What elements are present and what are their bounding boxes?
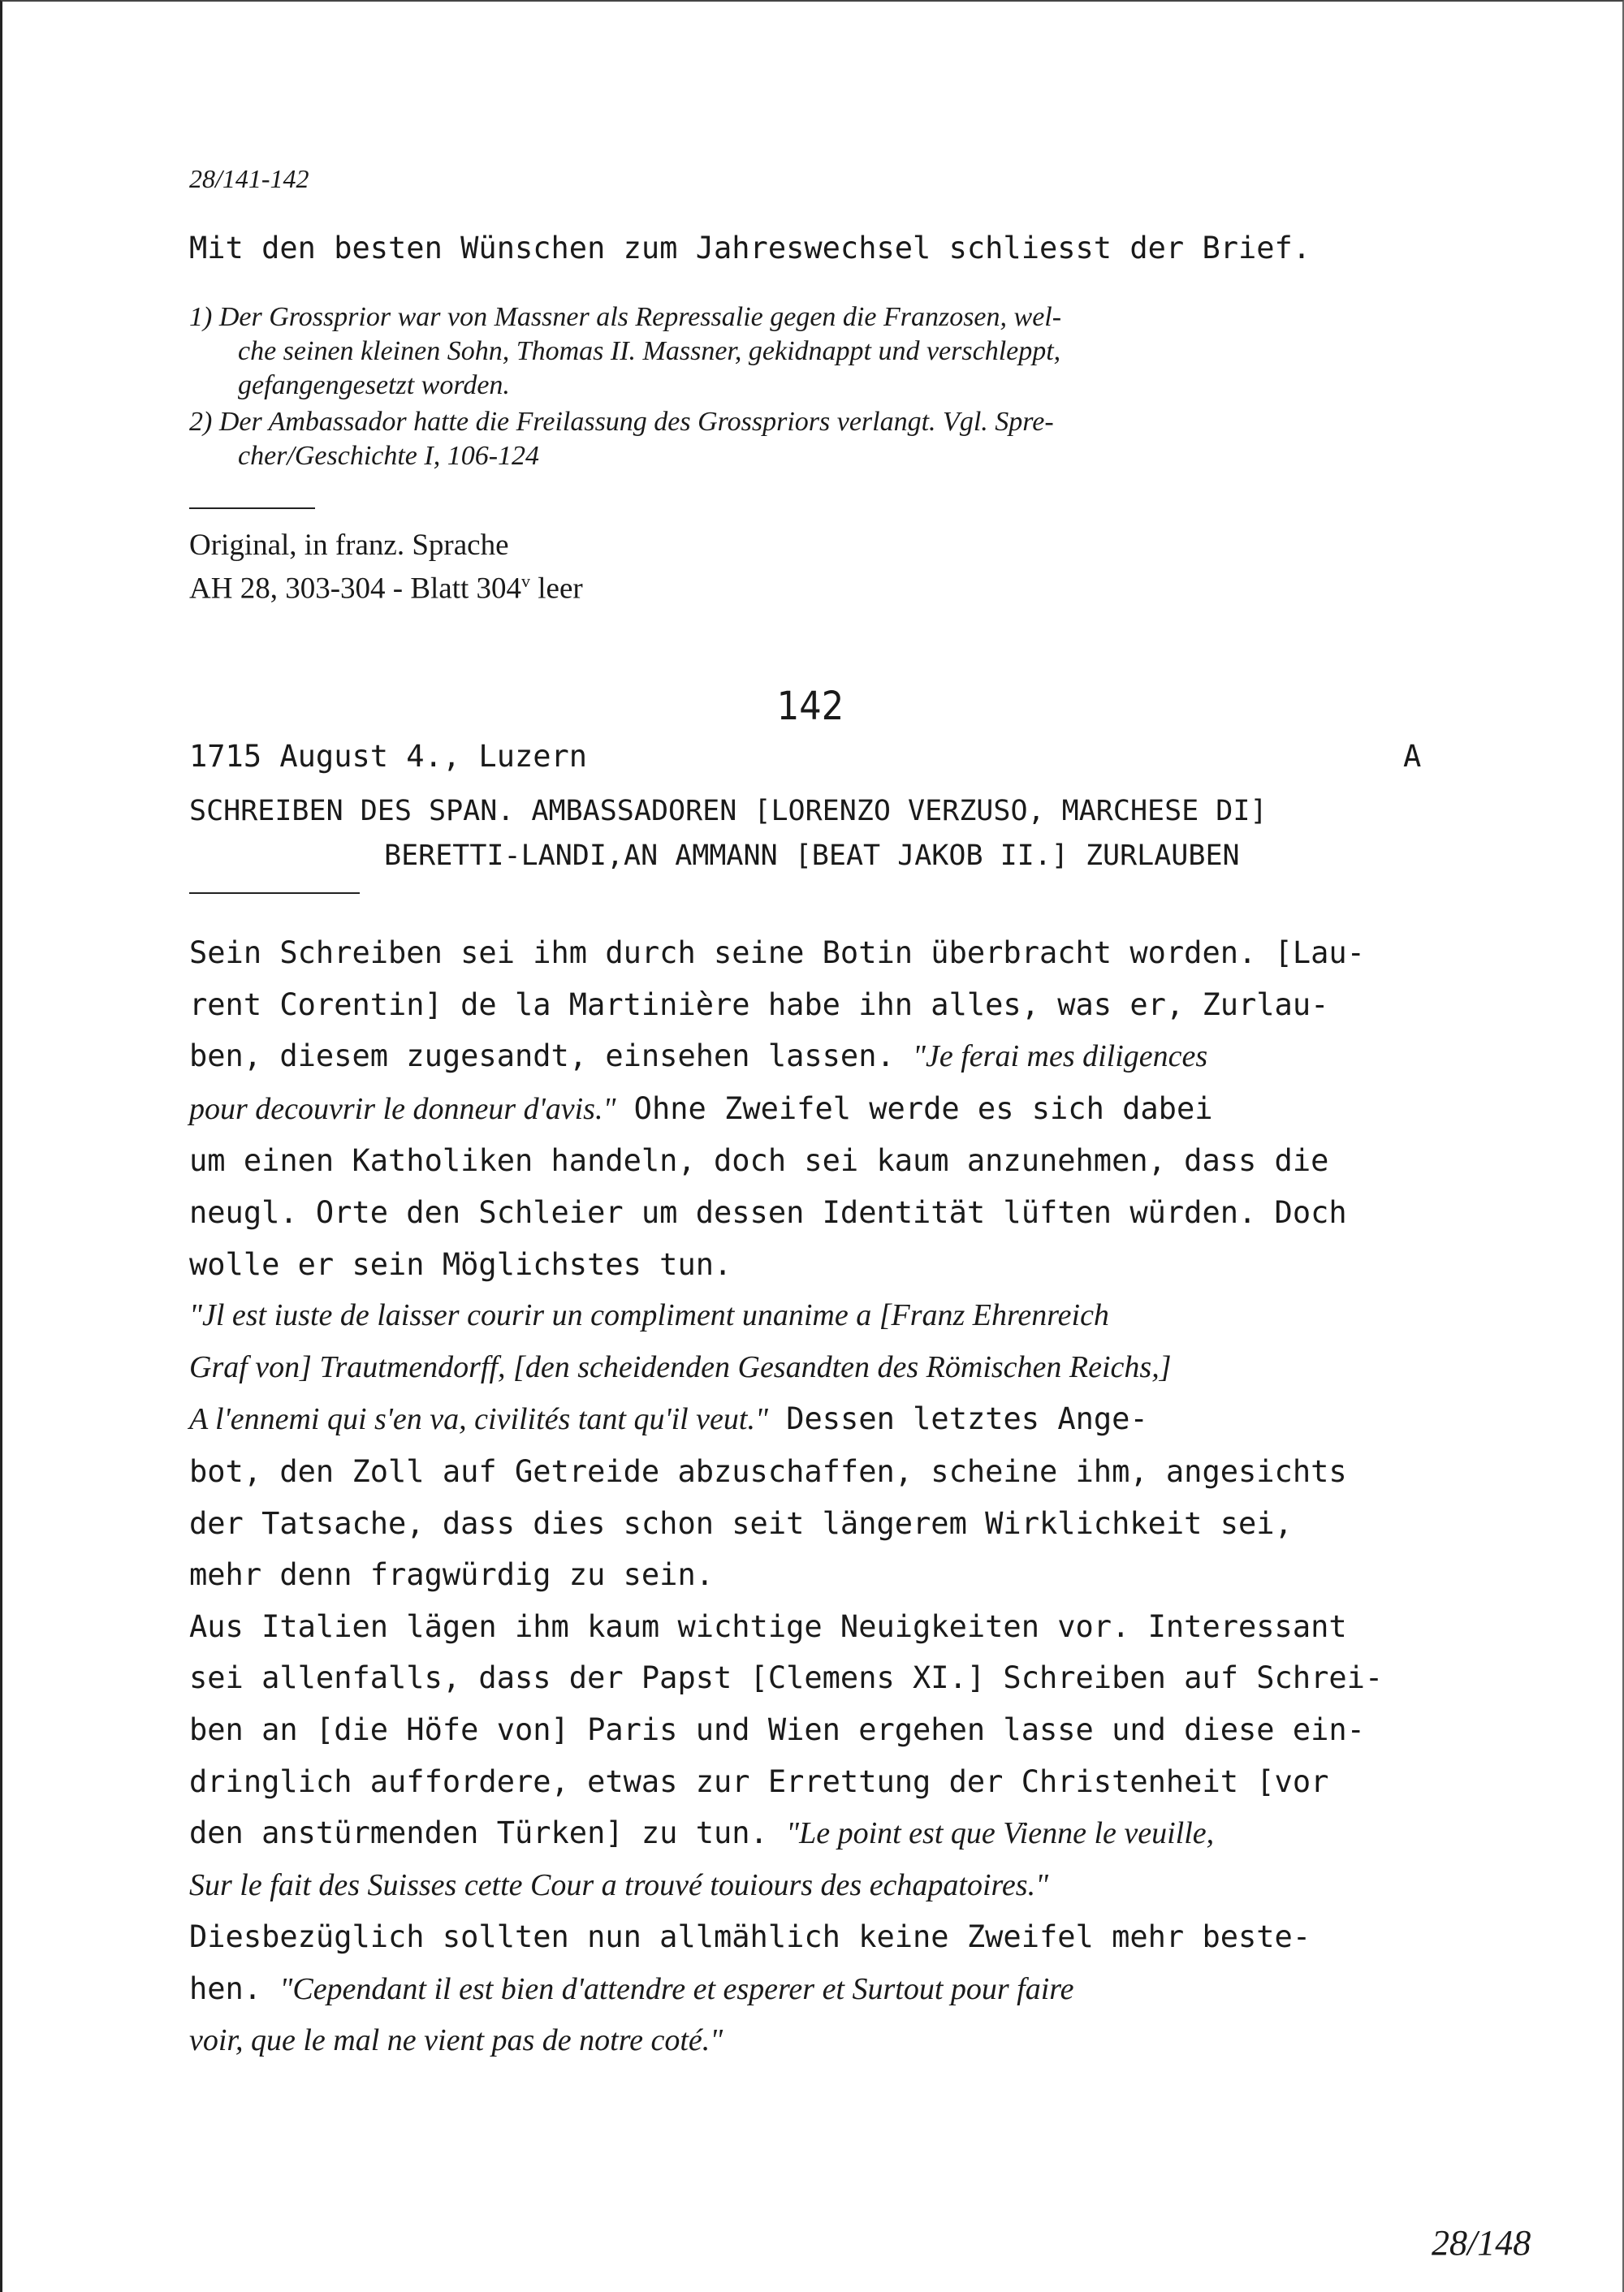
intro-sentence: Mit den besten Wünschen zum Jahreswechsel schliesst der Brief. — [189, 231, 1311, 265]
source-archive: AH 28, 303-304 - Blatt 304 — [189, 572, 522, 606]
body-line: ben an [die Höfe von] Paris und Wien ergehen lasse und diese ein- — [189, 1711, 1365, 1747]
source-verso-mark: v — [521, 571, 531, 591]
body-line: mehr denn fragwürdig zu sein. — [189, 1557, 715, 1593]
document-number: 142 — [776, 684, 844, 729]
document-title — [189, 789, 1268, 878]
date-place: 1715 August 4., Luzern — [189, 739, 588, 774]
title-divider — [189, 892, 360, 894]
source-line-2 — [189, 563, 583, 606]
body-line — [189, 1030, 1383, 1083]
french-quote-line: "Jl est iuste de laisser courir un compliment unanime a [Franz Ehrenreich — [189, 1298, 1109, 1333]
source-blank-note: leer — [530, 572, 583, 606]
french-quote: "Je ferai mes diligences — [913, 1039, 1208, 1074]
source-note — [189, 528, 583, 606]
handwritten-page-number: 28/148 — [1432, 2223, 1531, 2263]
french-quote-line: Sur le fait des Suisses cette Cour a trouvé touiours des echapatoires." — [189, 1867, 1049, 1902]
body-text: den anstürmenden Türken] zu tun. — [189, 1815, 787, 1851]
footnote-2 — [189, 405, 1054, 473]
body-line: der Tatsache, dass dies schon seit längerem Wirklichkeit sei, — [189, 1505, 1293, 1541]
footnote-1-line-1: 1) Der Grossprior war von Massner als Repressalie gegen die Franzosen, wel- — [189, 302, 1062, 332]
footnote-1-line-2: che seinen kleinen Sohn, Thomas II. Massner, gekidnappt und verschleppt, — [238, 336, 1061, 366]
source-line-1: Original, in franz. Sprache — [189, 529, 509, 562]
body-text: ben, diesem zugesandt, einsehen lassen. — [189, 1038, 914, 1074]
french-quote: "Le point est que Vienne le veuille, — [786, 1816, 1215, 1851]
body-line: rent Corentin] de la Martinière habe ihn alles, was er, Zurlau- — [189, 986, 1329, 1022]
body-line: wolle er sein Möglichstes tun. — [189, 1246, 732, 1282]
body-line: neugl. Orte den Schleier um dessen Identität lüften würden. Doch — [189, 1194, 1347, 1230]
letter-summary — [189, 927, 1383, 2067]
body-line: Sein Schreiben sei ihm durch seine Botin überbracht worden. [Lau- — [189, 935, 1365, 970]
body-line — [189, 1083, 1383, 1136]
french-quote: A l'ennemi qui s'en va, civilités tant qu'il veut." — [189, 1402, 768, 1437]
body-line: Diesbezüglich sollten nun allmählich keine Zweifel mehr beste- — [189, 1919, 1311, 1955]
french-quote-line: voir, que le mal ne vient pas de notre coté." — [189, 2023, 723, 2058]
body-line: Aus Italien lägen ihm kaum wichtige Neuigkeiten vor. Interessant — [189, 1608, 1347, 1644]
footnote-2-line-1: 2) Der Ambassador hatte die Freilassung des Grosspriors verlangt. Vgl. Spre- — [189, 407, 1054, 437]
body-line: um einen Katholiken handeln, doch sei kaum anzunehmen, dass die — [189, 1143, 1329, 1179]
footnote-1 — [189, 300, 1061, 403]
body-line — [189, 1963, 1383, 2016]
body-line: dringlich auffordere, etwas zur Errettung der Christenheit [vor — [189, 1763, 1329, 1799]
body-line: sei allenfalls, dass der Papst [Clemens XI.] Schreiben auf Schrei- — [189, 1660, 1384, 1696]
body-line — [189, 1807, 1383, 1860]
title-line-2: BERETTI-LANDI,AN AMMANN [BEAT JAKOB II.] ZURLAUBEN — [384, 840, 1240, 872]
page-reference: 28/141-142 — [189, 164, 309, 193]
title-line-1: SCHREIBEN DES SPAN. AMBASSADOREN [LORENZO VERZUSO, MARCHESE DI] — [189, 795, 1268, 827]
body-text: Dessen letztes Ange- — [767, 1401, 1148, 1437]
footnote-1-line-3: gefangengesetzt worden. — [238, 370, 510, 400]
french-quote: "Cependant il est bien d'attendre et esperer et Surtout pour faire — [279, 1971, 1074, 2006]
footnote-divider — [189, 507, 315, 509]
body-line — [189, 1393, 1383, 1446]
letter-mark: A — [1403, 739, 1422, 774]
french-quote-line: Graf von] Trautmendorff, [den scheidenden Gesandten des Römischen Reichs,] — [189, 1349, 1172, 1384]
body-text: hen. — [189, 1970, 280, 2006]
body-line: bot, den Zoll auf Getreide abzuschaffen, scheine ihm, angesichts — [189, 1453, 1347, 1489]
footnote-2-line-2: cher/Geschichte I, 106-124 — [238, 441, 540, 471]
body-text: Ohne Zweifel werde es sich dabei — [615, 1090, 1213, 1126]
french-quote: pour decouvrir le donneur d'avis." — [189, 1091, 616, 1126]
